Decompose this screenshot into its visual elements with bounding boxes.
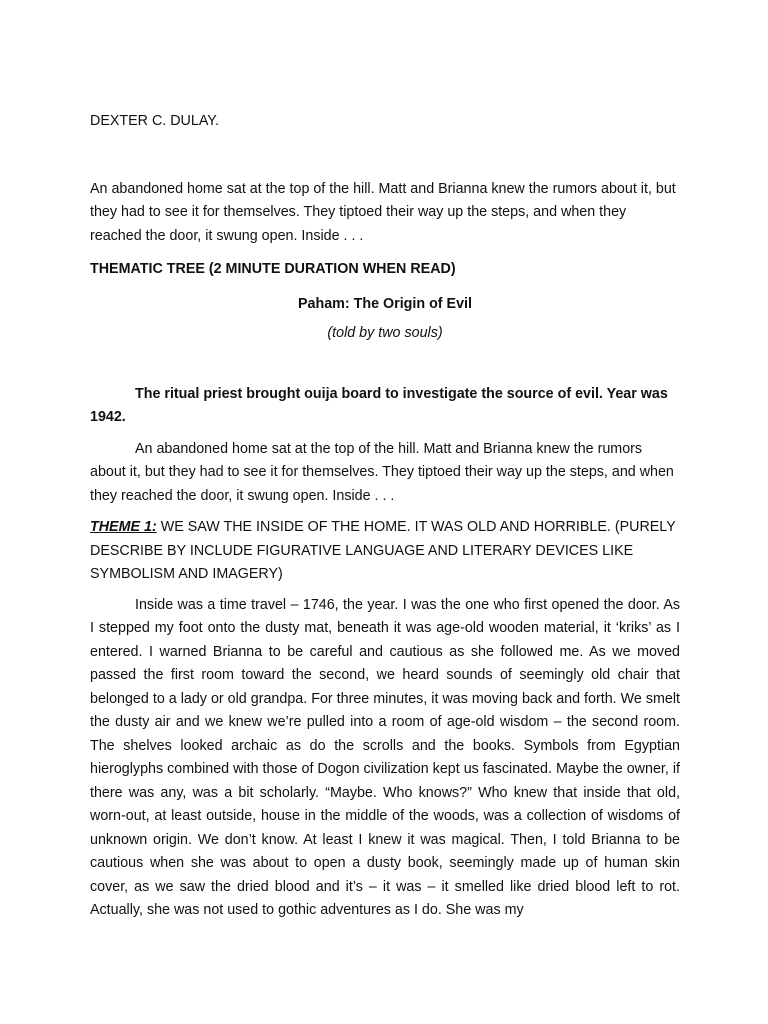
intro-paragraph: An abandoned home sat at the top of the hill. Matt and Brianna knew the rumors about it, but they had to see it for themselves. They tiptoed their way up the steps, and when they reached the door, it swung open. Inside . . . xyxy=(90,180,676,244)
theme-description: WE SAW THE INSIDE OF THE HOME. IT WAS OLD AND HORRIBLE. (PURELY DESCRIBE BY INCLUDE FIGURATIVE LANGUAGE AND LITERARY DEVICES LIKE SYMBOLISM AND IMAGERY) xyxy=(90,519,676,582)
lead-paragraph: The ritual priest brought ouija board to investigate the source of evil. Year was 1942. xyxy=(90,385,668,425)
prompt-paragraph: An abandoned home sat at the top of the hill. Matt and Brianna knew the rumors about it, but they had to see it for themselves. They tiptoed their way up the steps, and when they reached the door, it swung open. Inside . . . xyxy=(90,440,674,504)
theme-line xyxy=(90,516,680,587)
story-title: Paham: The Origin of Evil xyxy=(298,295,472,312)
story-body-paragraph: Inside was a time travel – 1746, the year. I was the one who first opened the door. As I stepped my foot onto the dusty mat, beneath it was age-old wooden material, it ‘kriks’ as I entered. I warned Brianna to be careful and cautious as she followed me. As we moved passed the first room toward the second, we heard sounds of seemingly old chair that belonged to a lady or old grandpa. For three minutes, it was moving back and forth. We smelt the dusty air and we knew we’re pulled into a room of age-old wisdom – the second room. The shelves looked archaic as do the scrolls and the books. Symbols from Egyptian hieroglyphs combined with those of Dogon civilization kept us fascinated. Maybe the owner, if there was any, was a bit scholarly. “Maybe. Who knows?” Who knew that inside that old, worn-out, at least outside, house in the middle of the woods, was a collection of wisdoms of unknown origin. We don’t know. At least I knew it was magical. Then, I told Brianna to be cautious when she was about to open a dusty book, seemingly made up of human skin cover, as we saw the dried blood and it’s – it was – it smelled like dried blood left to rot. Actually, she was not used to gothic adventures as I do. She was my xyxy=(90,596,680,918)
section-heading: THEMATIC TREE (2 MINUTE DURATION WHEN READ) xyxy=(90,261,456,277)
document-page xyxy=(90,110,680,923)
theme-label: THEME 1: xyxy=(90,519,157,535)
story-subtitle: (told by two souls) xyxy=(327,325,443,341)
author-name: DEXTER C. DULAY. xyxy=(90,113,219,129)
